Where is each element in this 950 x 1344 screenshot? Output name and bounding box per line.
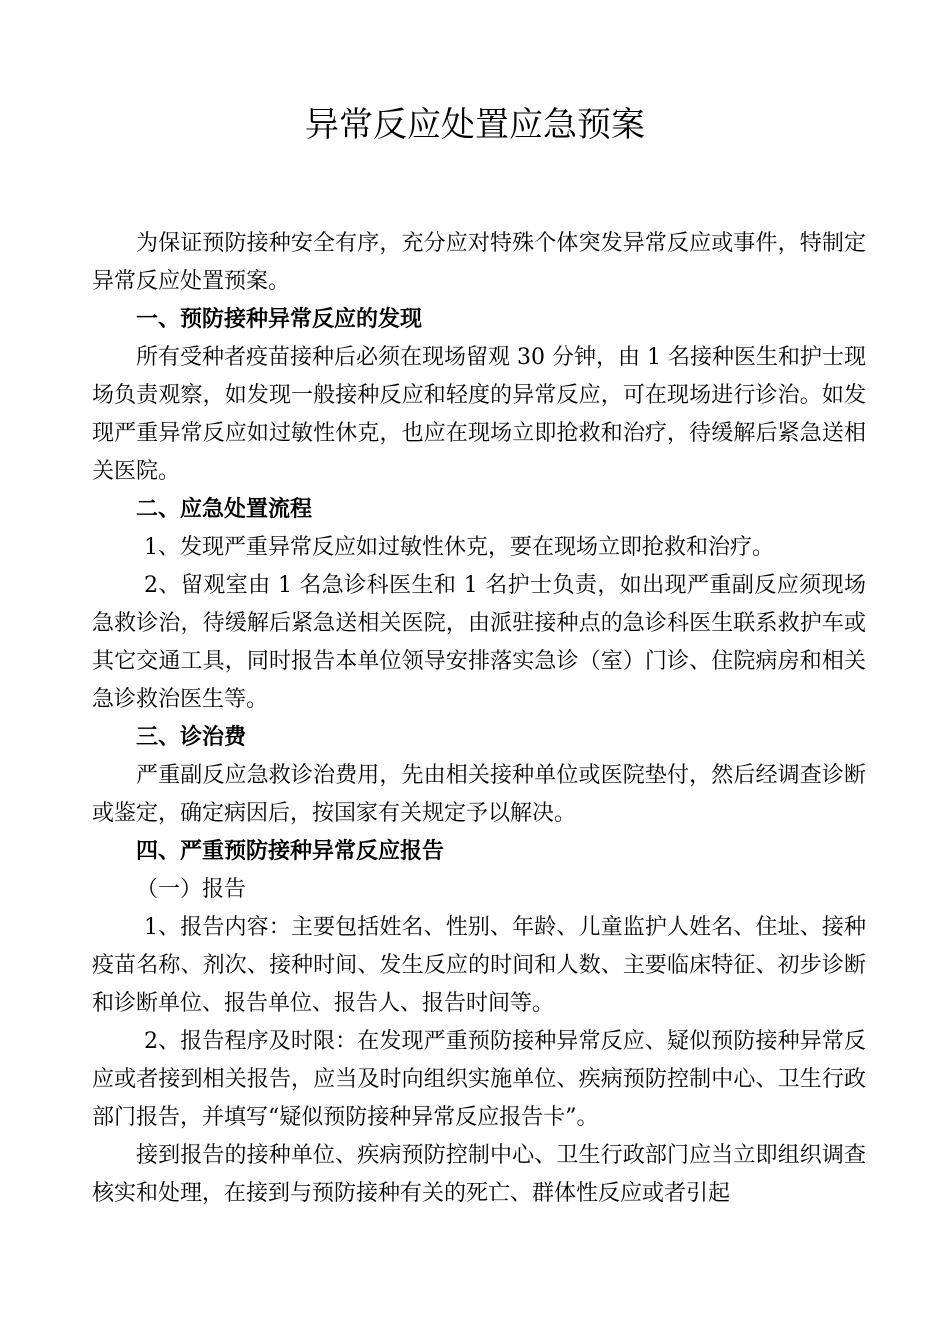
intro-paragraph: 为保证预防接种安全有序，充分应对特殊个体突发异常反应或事件，特制定异常反应处置预案。: [92, 231, 866, 294]
subsection-heading-report: （一）报告: [136, 877, 247, 902]
section-heading-1: 一、预防接种异常反应的发现: [136, 307, 423, 332]
section-1-paragraph: 所有受种者疫苗接种后必须在现场留观 30 分钟，由 1 名接种医生和护士现场负责观察，如发现一般接种反应和轻度的异常反应，可在现场进行诊治。如发现严重异常反应如过敏性休克，也应在现场立即抢救和治疗，待缓解后紧急送相关医院。: [92, 345, 866, 484]
section-2-item-1: 1、发现严重异常反应如过敏性休克，要在现场立即抢救和治疗。: [144, 535, 774, 560]
section-heading-3: 三、诊治费: [136, 725, 247, 750]
report-followup-paragraph: 接到报告的接种单位、疾病预防控制中心、卫生行政部门应当立即组织调查核实和处理，在接到与预防接种有关的死亡、群体性反应或者引起: [92, 1143, 866, 1206]
report-item-1: 1、报告内容：主要包括姓名、性别、年龄、儿童监护人姓名、住址、接种疫苗名称、剂次、接种时间、发生反应的时间和人数、主要临床特征、初步诊断和诊断单位、报告单位、报告人、报告时间等。: [92, 915, 866, 1016]
report-item-2: 2、报告程序及时限：在发现严重预防接种异常反应、疑似预防接种异常反应或者接到相关报告，应当及时向组织实施单位、疾病预防控制中心、卫生行政部门报告，并填写“疑似预防接种异常反应报告卡”。: [92, 1029, 866, 1130]
document-body: [92, 225, 866, 1213]
section-heading-2: 二、应急处置流程: [136, 497, 313, 522]
document-title: 异常反应处置应急预案: [305, 105, 645, 145]
section-3-paragraph: 严重副反应急救诊治费用，先由相关接种单位或医院垫付，然后经调查诊断或鉴定，确定病因后，按国家有关规定予以解决。: [92, 763, 866, 826]
section-2-item-2: 2、留观室由 1 名急诊科医生和 1 名护士负责，如出现严重副反应须现场急救诊治，待缓解后紧急送相关医院，由派驻接种点的急诊科医生联系救护车或其它交通工具，同时报告本单位领导安排落实急诊（室）门诊、住院病房和相关急诊救治医生等。: [92, 573, 866, 712]
section-heading-4: 四、严重预防接种异常反应报告: [136, 839, 445, 864]
